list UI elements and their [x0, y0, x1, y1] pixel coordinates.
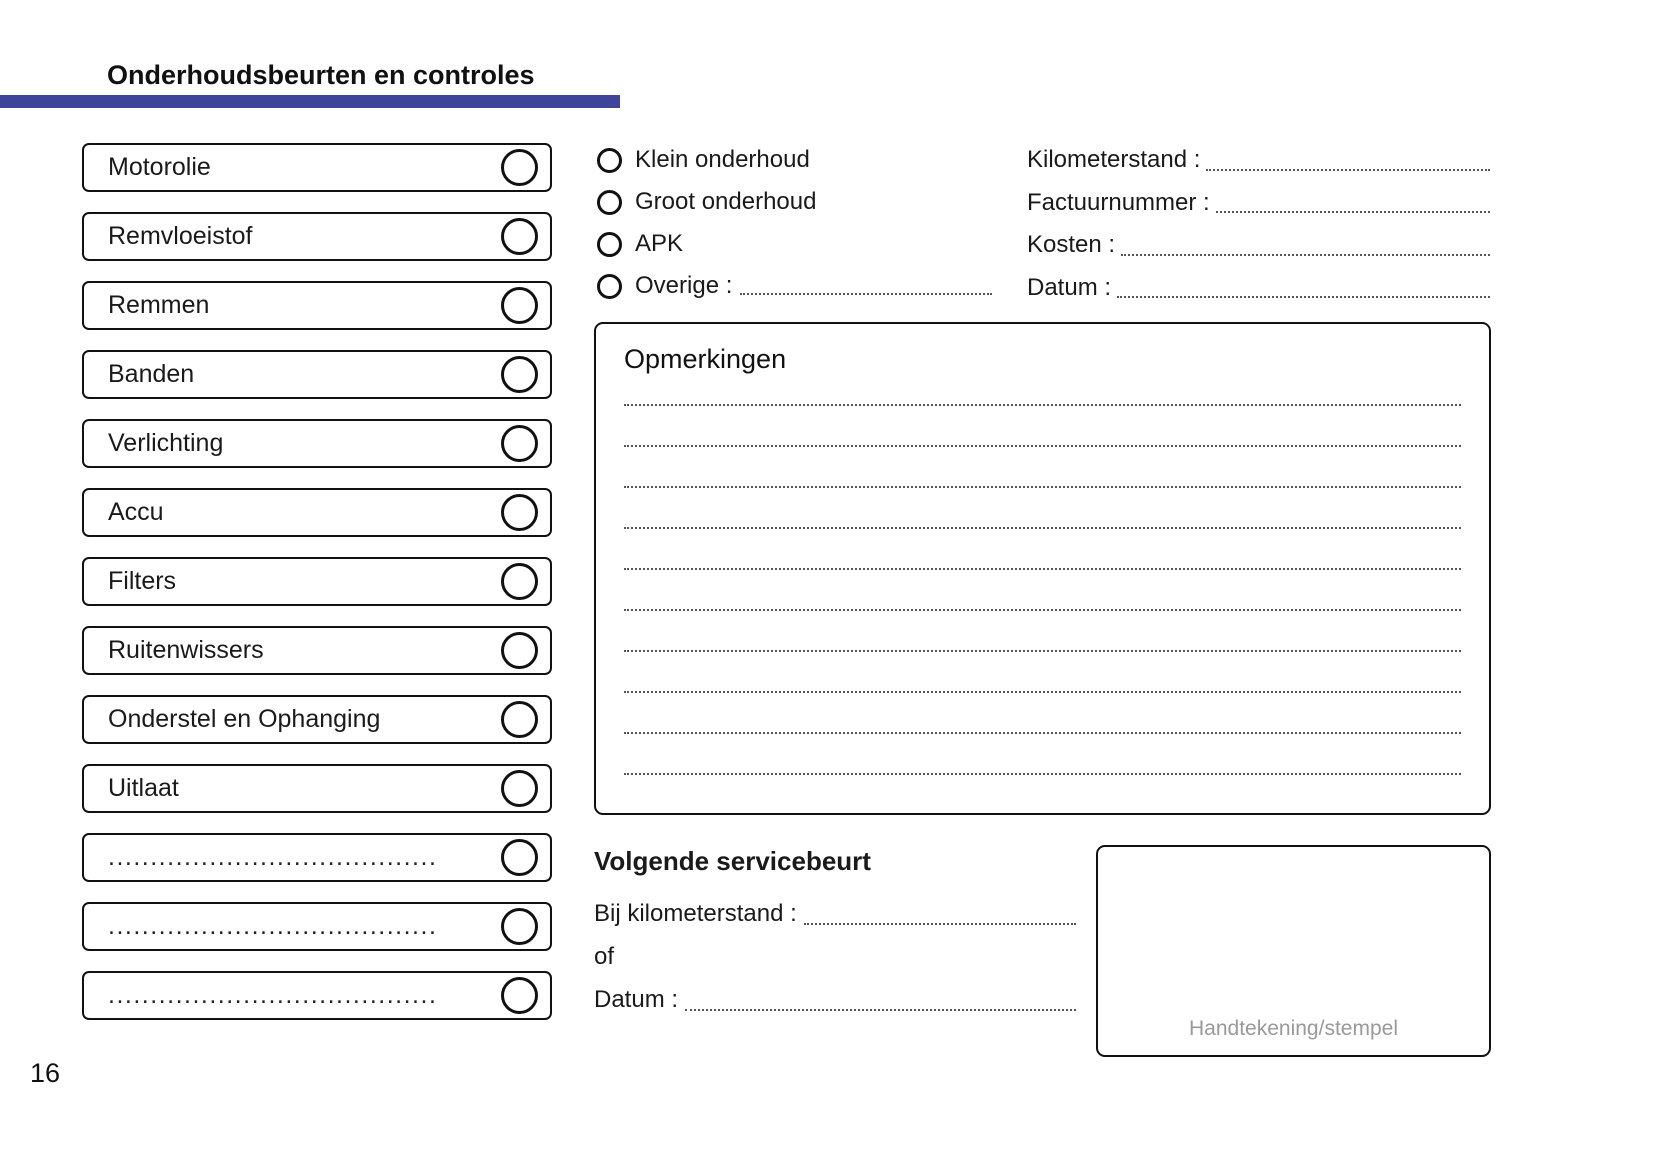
remarks-title: Opmerkingen — [624, 344, 787, 374]
check-circle[interactable] — [501, 287, 538, 324]
checklist-item — [82, 488, 552, 537]
next-service-or-row — [594, 936, 1076, 979]
invoice-field — [1027, 224, 1490, 267]
checklist-item-label: Uitlaat — [108, 774, 179, 802]
remark-rule-line — [624, 488, 1461, 529]
remark-rule-line — [624, 529, 1461, 570]
service-option — [597, 139, 992, 181]
checklist-item-blank — [82, 971, 552, 1020]
service-type-options — [597, 139, 992, 307]
check-circle[interactable] — [501, 218, 538, 255]
checklist-item-label: ....................................... — [108, 912, 438, 940]
remark-rule-line — [624, 447, 1461, 488]
checklist-item-blank — [82, 902, 552, 951]
signature-box[interactable] — [1096, 845, 1491, 1057]
checklist-item-label: Banden — [108, 360, 195, 388]
checklist-item-label: ....................................... — [108, 981, 438, 1009]
check-circle[interactable] — [501, 149, 538, 186]
next-service-section — [594, 846, 1076, 1022]
next-service-title: Volgende servicebeurt — [594, 846, 871, 876]
checklist-item-label: Remvloeistof — [108, 222, 253, 250]
service-option-label: APK — [635, 230, 684, 257]
check-circle[interactable] — [501, 701, 538, 738]
invoice-field-label: Kosten : — [1027, 231, 1116, 258]
invoice-field-label: Datum : — [1027, 273, 1112, 301]
invoice-fields — [1027, 139, 1490, 309]
check-circle[interactable] — [501, 494, 538, 531]
service-option-label: Klein onderhoud — [635, 146, 810, 173]
remark-rule-line — [624, 734, 1461, 775]
service-option — [597, 181, 992, 223]
checklist-item-label: Motorolie — [108, 153, 211, 181]
next-service-km-field — [594, 893, 1076, 936]
overige-fill-line[interactable] — [740, 293, 992, 295]
checklist-item-label: Ruitenwissers — [108, 636, 264, 664]
checklist-item-label: Verlichting — [108, 429, 224, 457]
checklist-item — [82, 626, 552, 675]
check-circle[interactable] — [501, 770, 538, 807]
checklist-item-label: ....................................... — [108, 843, 438, 871]
remark-rule-line — [624, 652, 1461, 693]
next-service-date-fill-line[interactable] — [685, 979, 1076, 1011]
checklist-item — [82, 143, 552, 192]
checklist-item-blank — [82, 833, 552, 882]
check-circle[interactable] — [501, 839, 538, 876]
checklist-item — [82, 350, 552, 399]
title-underline-bar — [0, 95, 620, 108]
checklist-item-label: Filters — [108, 567, 177, 595]
remark-rule-line — [624, 375, 1461, 406]
signature-label: Handtekening/stempel — [1189, 1017, 1398, 1040]
checklist-item — [82, 419, 552, 468]
checklist-item — [82, 764, 552, 813]
invoice-field-fill-line[interactable] — [1117, 267, 1490, 299]
radio-circle[interactable] — [597, 190, 622, 215]
next-service-date-label: Datum : — [594, 986, 679, 1013]
checklist-item-label: Onderstel en Ophanging — [108, 705, 381, 733]
check-circle[interactable] — [501, 632, 538, 669]
invoice-field-fill-line[interactable] — [1216, 182, 1490, 214]
checklist-item — [82, 557, 552, 606]
check-circle[interactable] — [501, 356, 538, 393]
invoice-field — [1027, 267, 1490, 310]
next-service-km-label: Bij kilometerstand : — [594, 900, 797, 927]
checklist-item — [82, 212, 552, 261]
checklist-item — [82, 281, 552, 330]
service-option-label: Groot onderhoud — [635, 188, 817, 215]
next-service-km-fill-line[interactable] — [804, 893, 1076, 925]
remark-rule-line — [624, 406, 1461, 447]
remarks-writing-area[interactable] — [624, 375, 1461, 775]
invoice-field-fill-line[interactable] — [1206, 139, 1490, 171]
checklist — [82, 143, 552, 1040]
check-circle[interactable] — [501, 908, 538, 945]
invoice-field-label: Factuurnummer : — [1027, 188, 1210, 216]
remark-rule-line — [624, 570, 1461, 611]
checklist-item-label: Accu — [108, 498, 164, 526]
remark-rule-line — [624, 693, 1461, 734]
service-option — [597, 223, 992, 265]
check-circle[interactable] — [501, 425, 538, 462]
next-service-date-field — [594, 979, 1076, 1022]
invoice-field — [1027, 139, 1490, 182]
next-service-or-label: of — [594, 943, 615, 970]
remark-rule-line — [624, 611, 1461, 652]
invoice-field — [1027, 182, 1490, 225]
service-option — [597, 265, 992, 307]
checklist-item — [82, 695, 552, 744]
invoice-field-label: Kilometerstand : — [1027, 146, 1201, 173]
radio-circle[interactable] — [597, 148, 622, 173]
radio-circle[interactable] — [597, 232, 622, 257]
page-title: Onderhoudsbeurten en controles — [107, 60, 535, 90]
invoice-field-fill-line[interactable] — [1121, 224, 1490, 256]
check-circle[interactable] — [501, 977, 538, 1014]
service-option-label: Overige : — [635, 272, 733, 299]
page-number: 16 — [30, 1058, 61, 1088]
remarks-box — [594, 322, 1491, 815]
checklist-item-label: Remmen — [108, 291, 210, 319]
check-circle[interactable] — [501, 563, 538, 600]
radio-circle[interactable] — [597, 274, 622, 299]
